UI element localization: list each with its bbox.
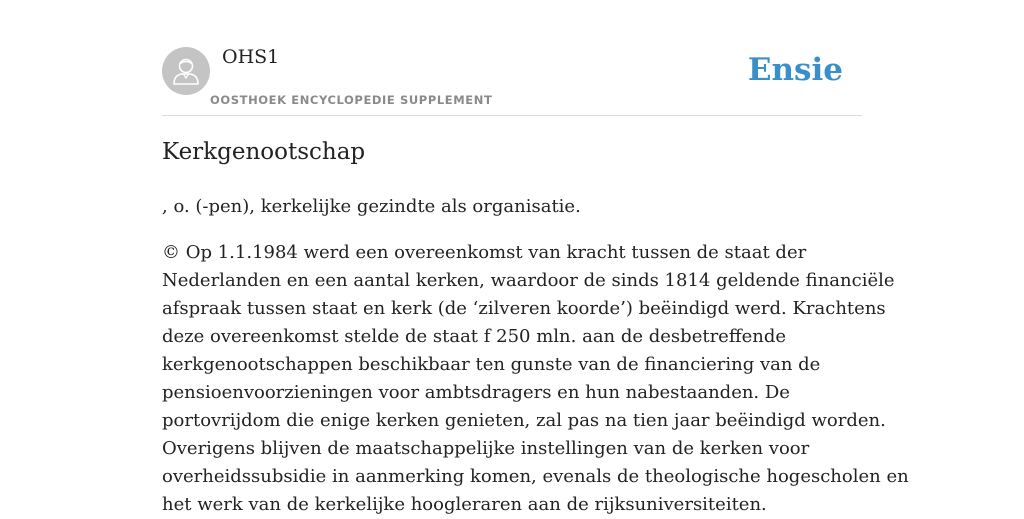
body-line: Overigens blijven de maatschappelijke instellingen van de kerken voor: [162, 438, 810, 459]
header: [162, 0, 862, 116]
avatar[interactable]: [162, 47, 210, 95]
source-name[interactable]: OOSTHOEK ENCYCLOPEDIE SUPPLEMENT: [210, 93, 493, 107]
user-icon: [162, 47, 210, 95]
body-line: het werk van de kerkelijke hoogleraren aan de rijksuniversiteiten.: [162, 494, 767, 515]
author-name[interactable]: OHS1: [222, 46, 280, 68]
body-line: portovrijdom die enige kerken genieten, zal pas na tien jaar beëindigd worden.: [162, 410, 886, 431]
body-line: pensioenvoorzieningen voor ambtsdragers en hun nabestaanden. De: [162, 382, 790, 403]
body-line: afspraak tussen staat en kerk (de ‘zilveren koorde’) beëindigd werd. Krachtens: [162, 298, 886, 319]
body-line: Nederlanden en een aantal kerken, waardoor de sinds 1814 geldende financiële: [162, 270, 895, 291]
entry-title: Kerkgenootschap: [162, 139, 366, 165]
brand-logo[interactable]: Ensie: [747, 52, 843, 88]
body-line: kerkgenootschappen beschikbaar ten gunste van de financiering van de: [162, 354, 821, 375]
body-line: deze overeenkomst stelde de staat f 250 mln. aan de desbetreffende: [162, 326, 787, 347]
body-line: overheidssubsidie in aanmerking komen, evenals de theologische hogescholen en: [162, 466, 909, 487]
entry-body: [162, 239, 909, 519]
page: [162, 0, 909, 515]
entry-definition: , o. (-pen), kerkelijke gezindte als organisatie.: [162, 196, 581, 217]
body-line: © Op 1.1.1984 werd een overeenkomst van kracht tussen de staat der: [162, 242, 807, 263]
